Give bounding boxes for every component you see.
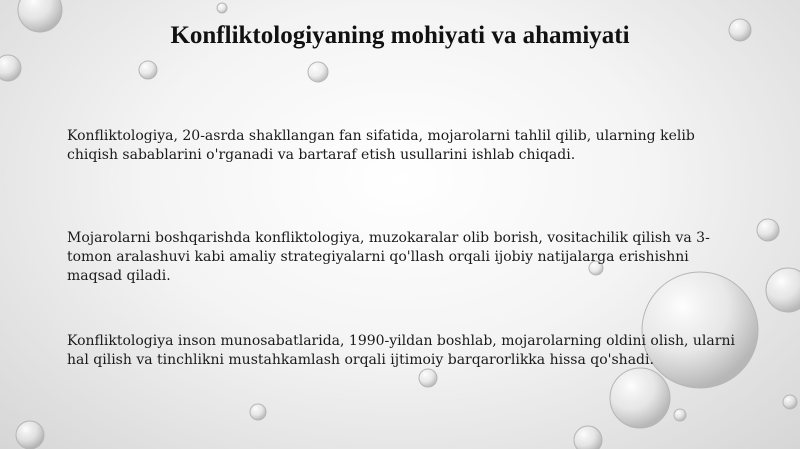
paragraph-1: Konfliktologiya, 20-asrda shakllangan fan sifatida, mojarolarni tahlil qilib, ularning kelib chiqish sabablarini o'rganadi va bartaraf etish usullarini ishlab chiqadi. xyxy=(67,128,695,163)
paragraph-3: Konfliktologiya inson munosabatlarida, 1990-yildan boshlab, mojarolarning oldini olish, ularni hal qilish va tinchlikni mustahkamlash orqali ijtimoiy barqarorlikka hissa qo'shadi. xyxy=(67,333,735,368)
slide-title: Konfliktologiyaning mohiyati va ahamiyati xyxy=(170,22,630,49)
paragraph-2: Mojarolarni boshqarishda konfliktologiya, muzokaralar olib borish, vositachilik qilish va 3-tomon aralashuvi kabi amaliy strategiyalarni qo'llash orqali ijobiy natijalarga erishishni maqsad qiladi. xyxy=(67,230,710,284)
